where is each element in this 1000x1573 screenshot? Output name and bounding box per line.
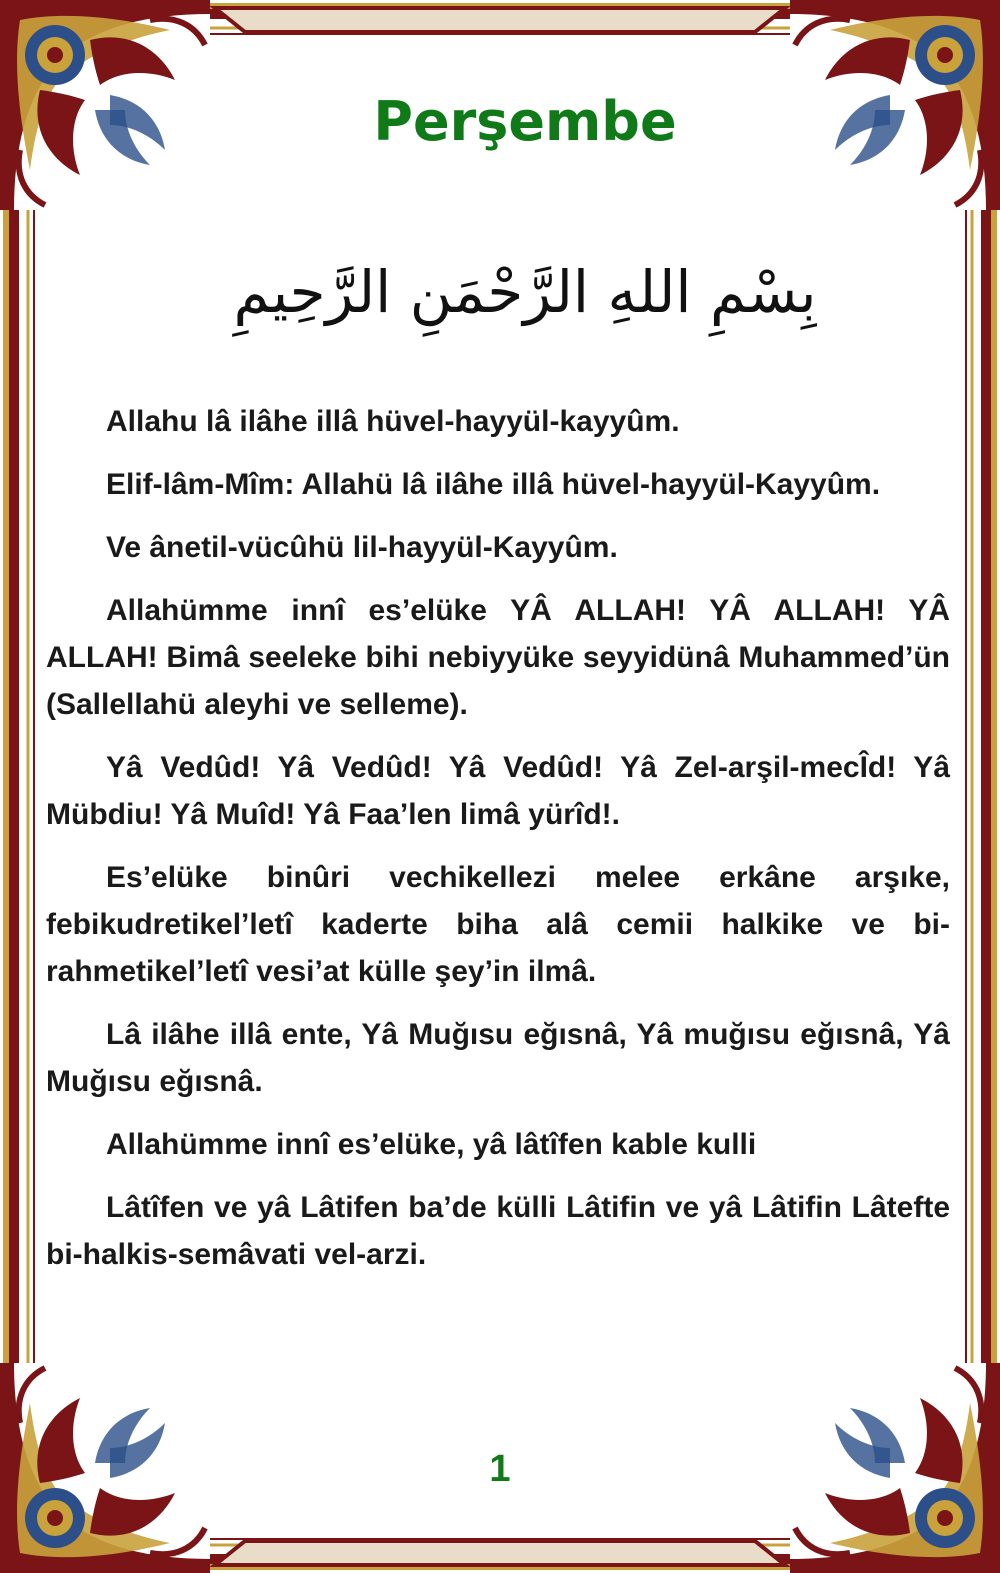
paragraph: Elif-lâm-Mîm: Allahü lâ ilâhe illâ hüvel-hayyül-Kayyûm. [106, 468, 881, 501]
paragraph: Es’elüke binûri vechikellezi melee erkâne arşıke, febikudretikel’letî kaderte biha alâ cemii halkike ve bi-rahmetikel’letî vesi’at külle şey’in ilmâ. [46, 861, 950, 988]
paragraph: Ve ânetil-vücûhü lil-hayyül-Kayyûm. [106, 531, 618, 564]
prayer-text [46, 398, 950, 1294]
basmala-calligraphy: بِسْمِ اللهِ الرَّحْمَنِ الرَّحِيمِ [233, 258, 817, 326]
paragraph: Allahu lâ ilâhe illâ hüvel-hayyül-kayyûm. [106, 405, 680, 438]
paragraph: Yâ Vedûd! Yâ Vedûd! Yâ Vedûd! Yâ Zel-arşil-mecÎd! Yâ Mübdiu! Yâ Muîd! Yâ Faa’len limâ yürîd!. [46, 751, 950, 831]
paragraph: Lâtîfen ve yâ Lâtifen ba’de külli Lâtifin ve yâ Lâtifin Lâtefte bi-halkis-semâvati vel-arzi. [46, 1191, 950, 1271]
bottom-banner [215, 1541, 785, 1565]
top-banner [215, 8, 785, 32]
page-number: 1 [489, 1448, 511, 1490]
paragraph: Lâ ilâhe illâ ente, Yâ Muğısu eğısnâ, Yâ muğısu eğısnâ, Yâ Muğısu eğısnâ. [46, 1018, 950, 1098]
paragraph: Allahümme innî es’elüke YÂ ALLAH! YÂ ALLAH! YÂ ALLAH! Bimâ seeleke bihi nebiyyüke seyyidünâ Muhammed’ün (Sallellahü aleyhi ve selleme). [46, 594, 950, 721]
page-title: Perşembe [373, 90, 677, 153]
paragraph: Allahümme innî es’elüke, yâ lâtîfen kable kulli [106, 1128, 757, 1161]
